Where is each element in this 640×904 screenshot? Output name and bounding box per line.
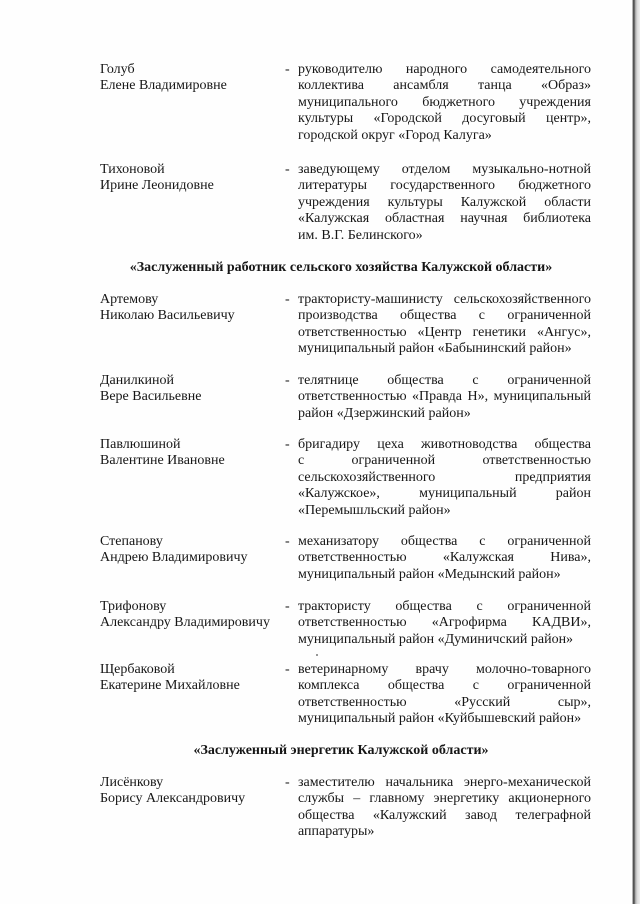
position-line: ветеринарному врачу молочно-товарного [298, 662, 591, 677]
recipient-name [100, 162, 282, 195]
position-line: ответственностью «Русский сыр», [298, 694, 591, 710]
position-line: комплекса общества с ограниченной [298, 678, 591, 694]
recipient-position [298, 292, 591, 358]
position-line: службы – главному энергетику акционерного [298, 791, 591, 807]
recipient-position [298, 437, 591, 519]
award-entry-lisenkov [0, 775, 600, 865]
recipient-first-patronymic: Екатерине Михайловне [100, 678, 240, 694]
position-line: муниципальный район «Куйбышевский район» [298, 711, 582, 727]
recipient-position [298, 775, 591, 841]
scan-speck [316, 654, 318, 656]
recipient-name [100, 534, 282, 567]
recipient-surname: Тихоновой [100, 162, 165, 177]
position-line: сельскохозяйственного предприятия [298, 469, 591, 485]
recipient-first-patronymic: Борису Александровичу [100, 791, 246, 807]
position-line: общества «Калужский завод телеграфной [298, 807, 591, 823]
recipient-name [100, 62, 282, 95]
position-line: литературы государственного бюджетного [298, 178, 591, 194]
position-line: трактористу-машинисту сельскохозяйственного [298, 292, 591, 307]
recipient-name [100, 292, 282, 325]
position-line: ответственностью «Центр генетики «Ангус», [298, 324, 591, 340]
position-line: ответственностью «Калужская Нива», [298, 550, 591, 566]
position-line: муниципальный район «Бабынинский район» [298, 341, 572, 357]
award-entry-golub [0, 62, 600, 152]
list-dash: - [285, 292, 290, 307]
position-line: ответственностью «Правда Н», муниципальный [298, 389, 591, 405]
recipient-surname: Данилкиной [100, 373, 175, 388]
recipient-position [298, 662, 591, 728]
recipient-first-patronymic: Валентине Ивановне [100, 453, 225, 469]
position-line: бригадиру цеха животноводства общества [298, 437, 591, 452]
position-line: муниципальный район «Медынский район» [298, 566, 561, 582]
recipient-position [298, 599, 591, 648]
recipient-first-patronymic: Александру Владимировичу [100, 615, 270, 631]
recipient-surname: Павлюшиной [100, 437, 181, 452]
position-line: «Калужское», муниципальный район [298, 486, 591, 502]
recipient-surname: Трифонову [100, 599, 167, 614]
list-dash: - [285, 775, 290, 790]
list-dash: - [285, 599, 290, 614]
recipient-surname: Степанову [100, 534, 163, 549]
recipient-first-patronymic: Андрею Владимировичу [100, 550, 248, 566]
recipient-surname: Артемову [100, 292, 159, 307]
position-line: производства общества с ограниченной [298, 308, 591, 324]
position-line: городской округ «Город Калуга» [298, 127, 492, 143]
list-dash: - [285, 373, 290, 388]
recipient-surname: Голуб [100, 62, 135, 77]
position-line: заведующему отделом музыкально-нотной [298, 162, 591, 177]
position-line: «Калужская областная научная библиотека [298, 211, 591, 227]
position-line: механизатору общества с ограниченной [298, 534, 591, 549]
position-line: учреждения культуры Калужской области [298, 194, 591, 210]
position-line: район «Дзержинский район» [298, 405, 471, 421]
recipient-position [298, 62, 591, 144]
position-line: трактористу общества с ограниченной [298, 599, 591, 614]
recipient-name [100, 599, 282, 632]
position-line: аппаратуры» [298, 824, 375, 840]
recipient-name [100, 437, 282, 470]
recipient-first-patronymic: Николаю Васильевичу [100, 308, 235, 324]
position-line: руководителю народного самодеятельного [298, 62, 591, 77]
position-line: телятнице общества с ограниченной [298, 373, 591, 388]
position-line: муниципальный район «Думиничский район» [298, 631, 574, 647]
position-line: ответственностью «Агрофирма КАДВИ», [298, 615, 591, 631]
position-line: заместителю начальника энерго-механической [298, 775, 591, 790]
position-line: культуры «Городской досуговый центр», [298, 111, 591, 127]
recipient-position [298, 373, 591, 422]
position-line: им. В.Г. Белинского» [298, 227, 423, 243]
section-heading-energy: «Заслуженный энергетик Калужской области» [193, 743, 489, 758]
recipient-name [100, 662, 282, 695]
award-entry-shcherbakova [0, 662, 600, 752]
position-line: муниципального бюджетного учреждения [298, 94, 591, 110]
recipient-position [298, 162, 591, 244]
position-line: «Перемышльский район» [298, 502, 451, 518]
recipient-first-patronymic: Ирине Леонидовне [100, 178, 214, 194]
recipient-first-patronymic: Елене Владимировне [100, 78, 227, 94]
recipient-surname: Лисёнкову [100, 775, 164, 790]
award-entry-tikhonova [0, 162, 600, 252]
list-dash: - [285, 162, 290, 177]
position-line: коллектива ансамбля танца «Образ» [298, 78, 591, 94]
list-dash: - [285, 534, 290, 549]
award-entry-artemov [0, 292, 600, 382]
recipient-name [100, 373, 282, 406]
recipient-surname: Щербаковой [100, 662, 175, 677]
list-dash: - [285, 662, 290, 677]
list-dash: - [285, 62, 290, 77]
scan-edge-shadow [632, 0, 640, 904]
recipient-position [298, 534, 591, 583]
award-entry-pavlyushina [0, 437, 600, 527]
position-line: с ограниченной ответственностью [298, 453, 591, 469]
recipient-name [100, 775, 282, 808]
list-dash: - [285, 437, 290, 452]
section-heading-agriculture: «Заслуженный работник сельского хозяйства Калужской области» [129, 260, 553, 275]
recipient-first-patronymic: Вере Васильевне [100, 389, 202, 405]
